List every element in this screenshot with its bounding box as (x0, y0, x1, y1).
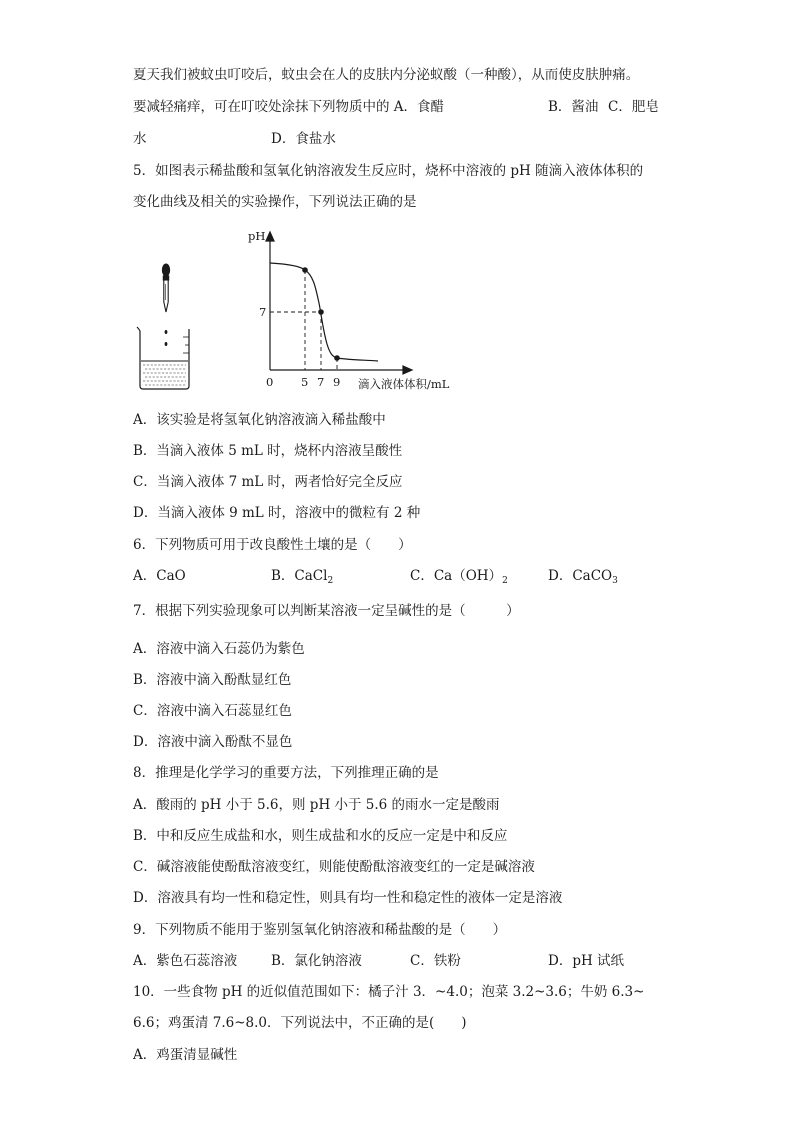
q6-option-a: A．CaO (133, 568, 186, 584)
q5-option-c: C．当滴入液体 7 mL 时，两者恰好完全反应 (133, 474, 403, 490)
q6-option-c: C．$Ca(OH)_2$ (410, 568, 508, 586)
x-tick-5: 5 (301, 375, 309, 389)
q7-stem: 7．根据下列实验现象可以判断某溶液一定呈碱性的是（ ） (133, 603, 520, 619)
point-5ml (302, 267, 308, 273)
q6-option-d: D．CaCO$_3$ (548, 568, 618, 586)
q6-stem: 6．下列物质可用于改良酸性土壤的是（ ） (133, 537, 412, 553)
x-axis-label: 滴入液体体积/mL (358, 377, 450, 391)
q4-stem-line1: 夏天我们被蚊虫叮咬后，蚊虫会在人的皮肤内分泌蚁酸（一种酸），从而使皮肤肿痛。 (133, 67, 640, 83)
q7-option-b: B．溶液中滴入酚酞显红色 (133, 672, 292, 688)
q5-stem-line1: 5．如图表示稀盐酸和氢氧化钠溶液发生反应时，烧杯中溶液的 pH 随滴入液体体积的 (133, 163, 644, 179)
q5-stem-line2: 变化曲线及相关的实验操作，下列说法正确的是 (133, 194, 417, 210)
y-axis-label: pH (248, 229, 266, 243)
guide-lines (270, 270, 337, 370)
q8-option-b: B．中和反应生成盐和水，则生成盐和水的反应一定是中和反应 (133, 828, 508, 844)
q10-stem-line1: 10．一些食物 pH 的近似值范围如下：橘子汁 3．~4.0；泡菜 3.2~3.6；牛奶 6.3~ (133, 984, 645, 1000)
q4-option-d: D．食盐水 (271, 131, 336, 147)
point-9ml (334, 355, 340, 361)
q9-stem: 9．下列物质不能用于鉴别氢氧化钠溶液和稀盐酸的是（ ） (133, 922, 507, 938)
q8-option-a: A．酸雨的 pH 小于 5.6，则 pH 小于 5.6 的雨水一定是酸雨 (133, 797, 500, 813)
x-tick-9: 9 (333, 375, 341, 389)
drops-icon (165, 330, 168, 346)
q7-option-c: C．溶液中滴入石蕊显红色 (133, 703, 292, 719)
dropper-icon (162, 264, 169, 312)
q8-stem: 8．推理是化学学习的重要方法，下列推理正确的是 (133, 765, 439, 781)
q5-option-a: A．该实验是将氢氧化钠溶液滴入稀盐酸中 (133, 412, 386, 428)
q10-option-a: A．鸡蛋清显碱性 (133, 1047, 238, 1063)
q7-option-d: D．溶液中滴入酚酞不显色 (133, 734, 293, 750)
q5-option-d: D．当滴入液体 9 mL 时，溶液中的微粒有 2 种 (133, 505, 421, 521)
q7-option-a: A．溶液中滴入石蕊仍为紫色 (133, 641, 305, 657)
q9-option-a: A．紫色石蕊溶液 (133, 953, 238, 969)
q5-option-b: B．当滴入液体 5 mL 时，烧杯内溶液呈酸性 (133, 443, 403, 459)
chart-axes (266, 232, 412, 374)
beaker-liquid (143, 365, 186, 385)
q9-option-c: C．铁粉 (410, 953, 461, 969)
point-7ml (318, 309, 324, 315)
q10-stem-line2: 6.6；鸡蛋清 7.6~8.0．下列说法中，不正确的是( ) (133, 1015, 467, 1031)
q8-option-c: C．碱溶液能使酚酞溶液变红，则能使酚酞溶液变红的一定是碱溶液 (133, 859, 535, 875)
q4-stem-line3: 水 (133, 131, 147, 147)
x-tick-7: 7 (317, 375, 325, 389)
q8-option-d: D．溶液具有均一性和稳定性，则具有均一性和稳定性的液体一定是溶液 (133, 890, 563, 906)
q9-option-b: B．氯化钠溶液 (271, 953, 362, 969)
y-tick-7: 7 (259, 305, 267, 319)
q4-option-c: C．肥皂 (608, 99, 659, 115)
q4-option-b: B．酱油 (548, 99, 599, 115)
q6-option-b: B．CaCl$_2$ (271, 568, 334, 586)
q4-stem-line2: 要减轻痛痒，可在叮咬处涂抹下列物质中的 A．食醋 (133, 99, 445, 115)
q9-option-d: D．pH 试纸 (548, 953, 625, 969)
beaker-icon (137, 327, 189, 389)
origin-label: 0 (266, 375, 274, 389)
